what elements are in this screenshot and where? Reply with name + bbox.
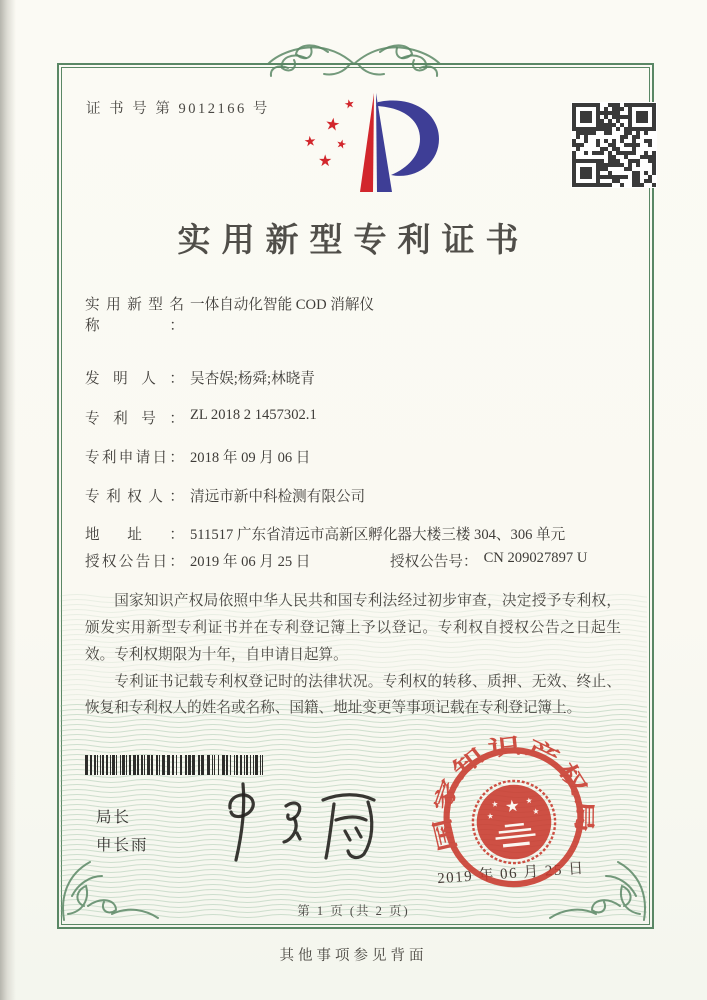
field-label: 发明人： <box>85 371 184 387</box>
signer-block <box>96 804 149 860</box>
scan-page-edge <box>0 0 16 1000</box>
logo-star-icon: ★ <box>303 134 318 151</box>
field-value: ZL 2018 2 1457302.1 <box>190 407 317 423</box>
qr-code <box>571 102 657 188</box>
field-row-address <box>85 523 619 544</box>
emblem-star-icon: ★ <box>525 795 533 806</box>
field-label: 实用新型名称： <box>85 297 184 334</box>
field-value: 511517 广东省清远市高新区孵化器大楼三楼 304、306 单元 <box>190 527 566 543</box>
field-label: 专利申请日： <box>85 450 184 466</box>
certificate-fields <box>85 293 619 571</box>
signer-title: 局长 <box>96 809 132 826</box>
field-row-patentee <box>85 485 619 506</box>
page-number: 第 1 页 (共 2 页) <box>297 904 410 918</box>
back-side-note: 其他事项参见背面 <box>279 948 428 964</box>
field-value: 吴杏娱;杨舜;林晓青 <box>190 371 315 387</box>
signer-name: 申长雨 <box>96 836 149 854</box>
field-row-grant <box>85 550 619 571</box>
body-paragraph: 国家知识产权局依照中华人民共和国专利法经过初步审查，决定授予专利权，颁发实用新型专利证书并在专利登记簿上予以登记。专利权自授权公告之日起生效。专利权期限为十年，自申请日起算。 <box>85 593 621 663</box>
field-label: 授权公告号： <box>390 554 478 570</box>
field-row-name <box>85 293 619 335</box>
seal-date: 2019 年 06 月 25 日 <box>436 860 586 888</box>
logo-triangle-red <box>360 93 374 192</box>
field-label: 专利号： <box>85 411 184 427</box>
certificate-title: 实用新型专利证书 <box>177 223 530 259</box>
top-flourish-ornament <box>266 34 442 92</box>
field-value: 一体自动化智能 COD 消解仪 <box>190 297 375 313</box>
field-row-inventors <box>85 367 619 388</box>
field-row-filing-date <box>85 446 619 467</box>
logo-star-icon: ★ <box>334 135 349 153</box>
grant-number-value: CN 209027897 U <box>483 550 588 566</box>
logo-star-icon: ★ <box>323 114 342 135</box>
logo-triangle-blue <box>376 93 392 192</box>
field-label: 地址： <box>85 527 184 543</box>
certificate-number: 证 书 号 第 9012166 号 <box>86 101 270 117</box>
official-seal <box>419 727 608 916</box>
field-row-patent-number <box>85 407 619 428</box>
cnipa-logo <box>298 90 460 198</box>
field-value: 清远市新中科检测有限公司 <box>190 489 366 505</box>
cnipa-logo-mark <box>298 90 460 198</box>
field-value: 2018 年 09 月 06 日 <box>190 450 311 466</box>
logo-star-icon: ★ <box>342 96 357 112</box>
emblem-star-icon: ★ <box>504 796 521 817</box>
body-paragraph: 专利证书记载专利权登记时的法律状况。专利权的转移、质押、无效、终止、恢复和专利权人的姓名或名称、国籍、地址变更等事项记载在专利登记簿上。 <box>85 673 621 717</box>
signature-handwriting <box>198 778 388 873</box>
emblem-star-icon: ★ <box>532 806 540 817</box>
barcode <box>85 755 263 775</box>
emblem-star-icon: ★ <box>486 811 495 822</box>
logo-star-icon: ★ <box>318 153 333 170</box>
field-label: 授权公告日： <box>85 554 184 570</box>
emblem-star-icon: ★ <box>490 799 499 810</box>
grant-date-value: 2019 年 06 月 25 日 <box>190 554 311 570</box>
legal-text <box>85 588 621 722</box>
field-label: 专利权人： <box>85 489 184 505</box>
seal-arc-text: 国家知识产权局 <box>429 733 597 854</box>
